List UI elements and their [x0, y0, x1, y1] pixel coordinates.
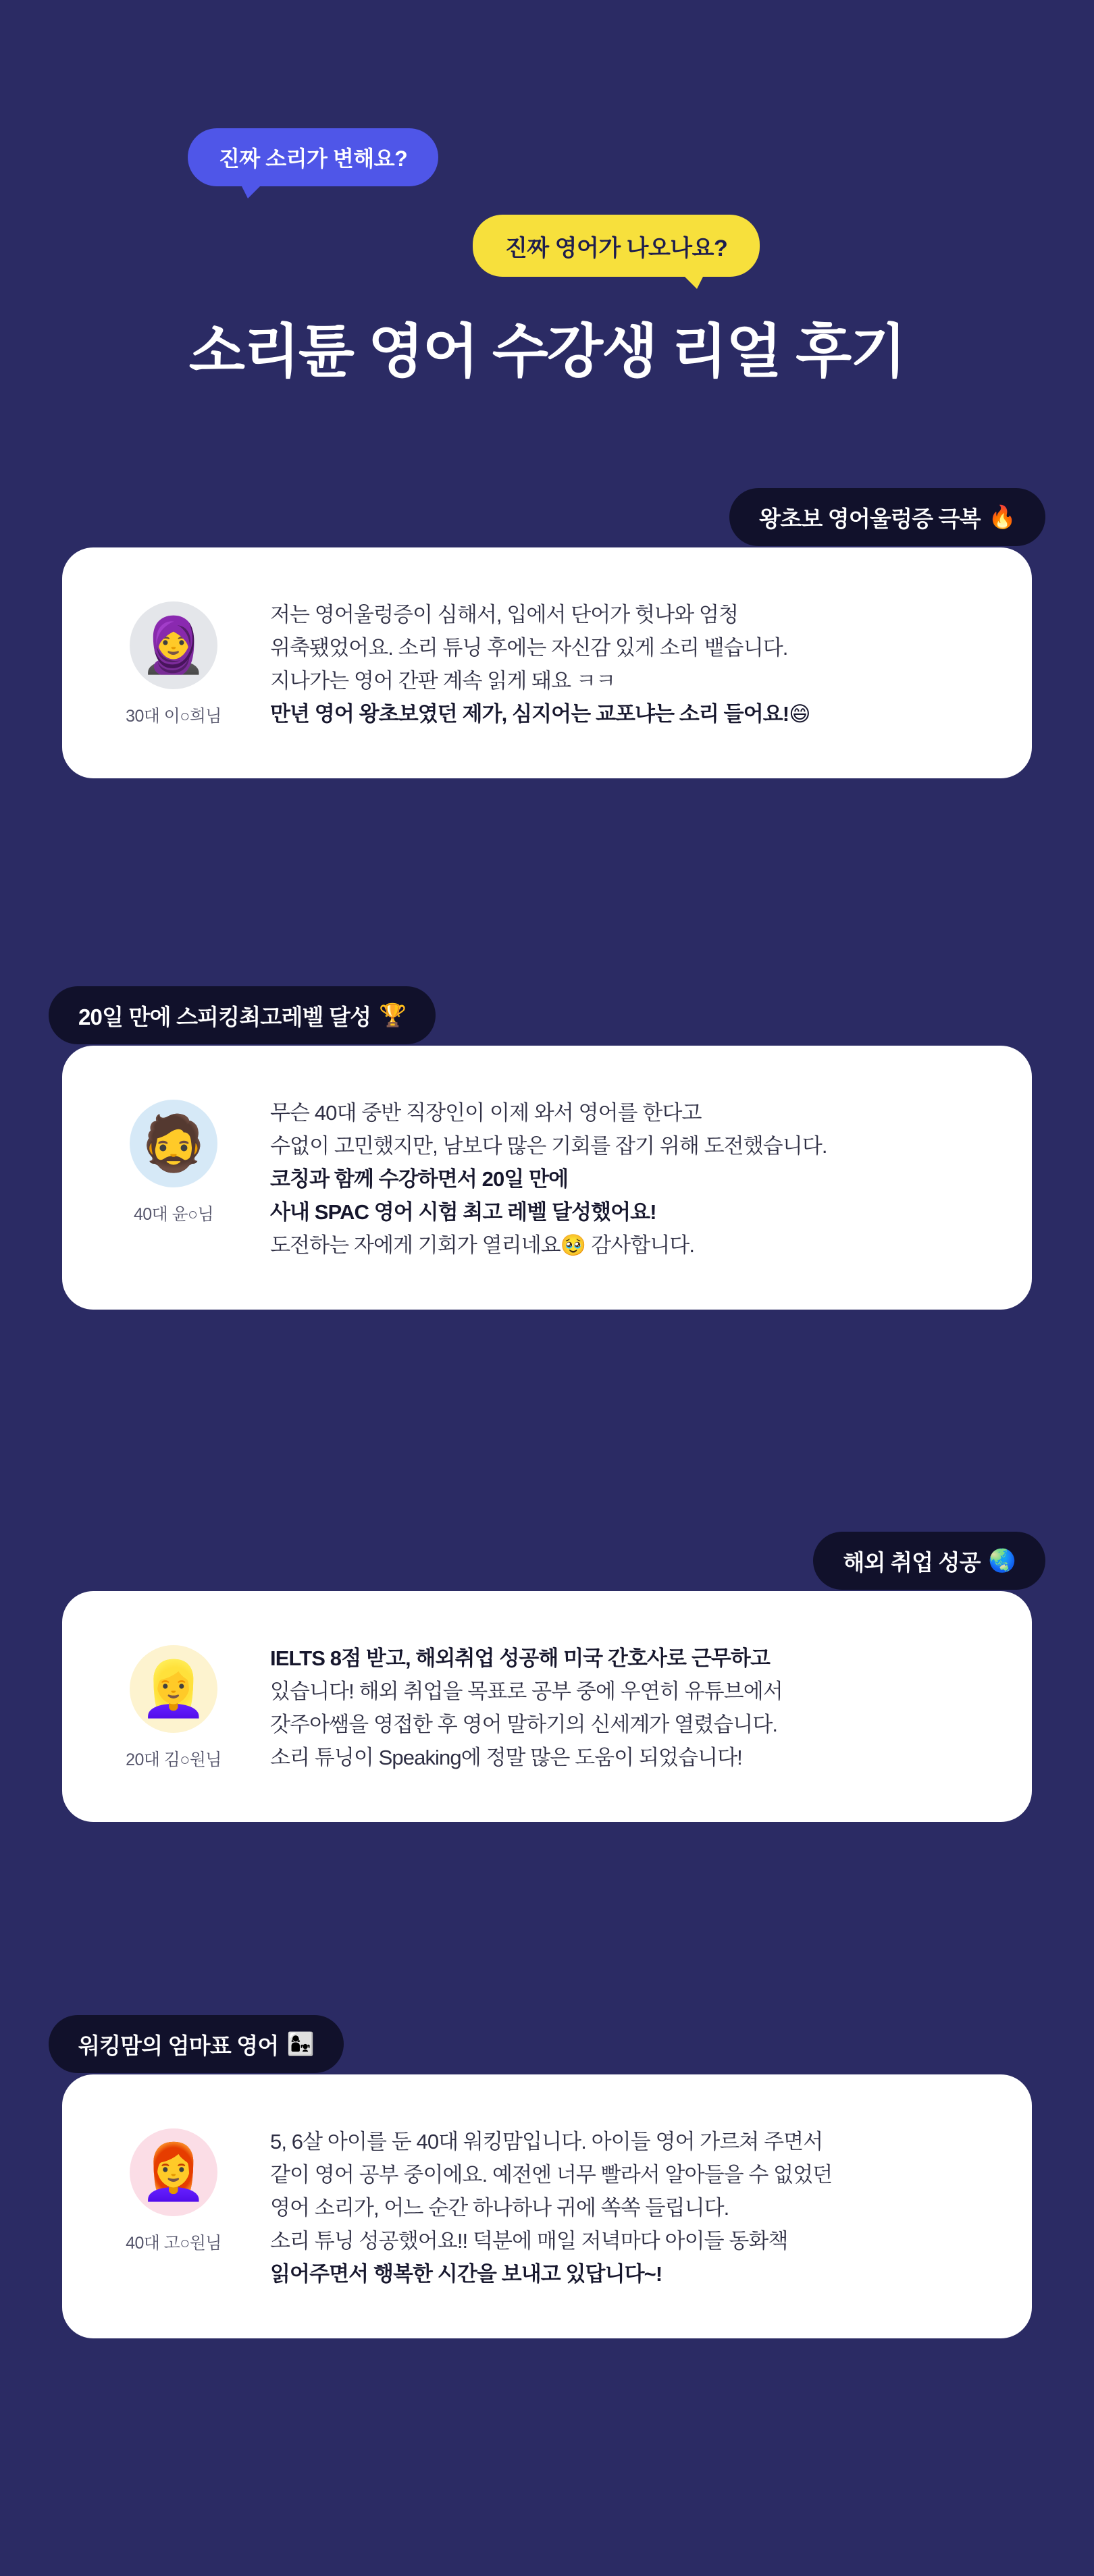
trophy-icon: 🏆	[379, 1002, 407, 1027]
reviewer-name: 40대 고○원님	[126, 2234, 222, 2253]
fire-icon: 🔥	[988, 504, 1016, 529]
spacer	[0, 880, 1094, 959]
avatar: 🧕	[130, 601, 217, 689]
review-line: 수없이 고민했지만, 남보다 많은 기회를 잡기 위해 도전했습니다.	[270, 1134, 827, 1158]
reviewer-profile	[109, 1638, 238, 1771]
review-card	[62, 1046, 1032, 1310]
speech-bubble-question-1: 진짜 소리가 변해요?	[188, 128, 438, 186]
review-line: 영어 소리가, 어느 순간 하나하나 귀에 쏙쏙 들립니다.	[270, 2196, 729, 2220]
review-block	[0, 2015, 1094, 2434]
reviewer-profile	[109, 2122, 238, 2254]
review-line: 소리 튜닝이 Speaking에 정말 많은 도움이 되었습니다!	[270, 1746, 742, 1770]
review-tag	[729, 488, 1045, 546]
avatar: 🧔	[130, 1100, 217, 1187]
speech-bubble-question-2: 진짜 영어가 나오나요?	[473, 215, 760, 277]
spacer	[0, 1923, 1094, 1988]
review-line: 사내 SPAC 영어 시험 최고 레벨 달성했어요!	[270, 1200, 656, 1225]
reviewer-profile	[109, 595, 238, 727]
speech-bubble-row	[0, 128, 1094, 261]
review-line: IELTS 8점 받고, 해외취업 성공해 미국 간호사로 근무하고	[270, 1646, 770, 1671]
review-card	[62, 1591, 1032, 1822]
review-line: 있습니다! 해외 취업을 목표로 공부 중에 우연히 유튜브에서	[270, 1680, 783, 1704]
review-line: 저는 영어울렁증이 심해서, 입에서 단어가 헛나와 엄청	[270, 603, 738, 627]
review-tag	[49, 986, 436, 1044]
review-tag-label: 해외 취업 성공	[843, 1549, 981, 1575]
review-line: 무슨 40대 중반 직장인이 이제 와서 영어를 한다고	[270, 1101, 702, 1125]
reviewer-name: 30대 이○희님	[126, 707, 222, 726]
review-body	[270, 1638, 975, 1775]
review-line: 소리 튜닝 성공했어요!! 덕분에 매일 저녁마다 아이들 동화책	[270, 2229, 788, 2253]
page-title: 소리튠 영어 수강생 리얼 후기	[188, 319, 906, 384]
page-header	[0, 0, 1094, 387]
review-line: 같이 영어 공부 중이에요. 예전엔 너무 빨라서 알아들을 수 없었던	[270, 2163, 833, 2187]
review-card	[62, 547, 1032, 778]
reviewer-name: 20대 김○원님	[126, 1750, 222, 1770]
review-line: 만년 영어 왕초보였던 제가, 심지어는 교포냐는 소리 들어요!😄	[270, 702, 810, 726]
review-line: 읽어주면서 행복한 시간을 보내고 있답니다~!	[270, 2262, 662, 2286]
avatar: 👱‍♀️	[130, 1645, 217, 1733]
review-block	[0, 1532, 1094, 1896]
spacer	[0, 1425, 1094, 1505]
mother-child-icon: 👩‍👧	[286, 2031, 314, 2056]
review-tag-label: 왕초보 영어울렁증 극복	[759, 506, 981, 531]
review-block	[0, 986, 1094, 1398]
review-tag-label: 20일 만에 스피킹최고레벨 달성	[78, 1004, 371, 1029]
review-tag	[813, 1532, 1045, 1590]
review-line: 지나가는 영어 간판 계속 읽게 돼요 ㅋㅋ	[270, 669, 616, 693]
review-body	[270, 1093, 975, 1262]
avatar: 👩‍🦰	[130, 2128, 217, 2216]
review-tag	[49, 2015, 344, 2073]
reviewer-profile	[109, 1093, 238, 1225]
review-body	[270, 595, 975, 731]
review-line: 갓주아쌤을 영접한 후 영어 말하기의 신세계가 열렸습니다.	[270, 1713, 778, 1737]
review-line: 도전하는 자에게 기회가 열리네요🥹 감사합니다.	[270, 1233, 695, 1258]
review-block	[0, 488, 1094, 853]
reviewer-name: 40대 윤○님	[133, 1205, 214, 1225]
review-body	[270, 2122, 975, 2291]
review-line: 코칭과 함께 수강하면서 20일 만에	[270, 1167, 569, 1191]
review-list	[0, 488, 1094, 2434]
review-tag-label: 워킹맘의 엄마표 영어	[78, 2033, 279, 2058]
review-line: 위축됐었어요. 소리 튜닝 후에는 자신감 있게 소리 뱉습니다.	[270, 636, 788, 660]
globe-icon: 🌏	[988, 1547, 1016, 1573]
review-card	[62, 2074, 1032, 2338]
review-line: 5, 6살 아이를 둔 40대 워킹맘입니다. 아이들 영어 가르쳐 주면서	[270, 2130, 823, 2154]
